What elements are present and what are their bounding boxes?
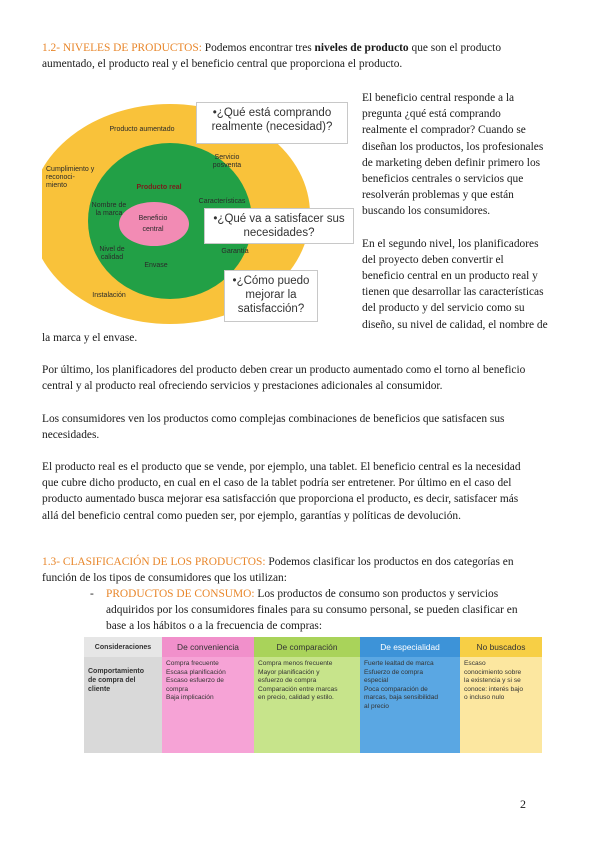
consumer-products-table <box>84 637 542 753</box>
section-2-heading: 1.3- CLASIFICACIÓN DE LOS PRODUCTOS: <box>42 556 266 568</box>
table-row <box>84 657 542 753</box>
label-cumplimiento: Cumplimiento y reconoci- miento <box>46 166 95 189</box>
header-no-buscados: No buscados <box>460 637 542 657</box>
callout-question-2: •¿Qué va a satisfacer sus necesidades? <box>204 208 354 244</box>
paragraph-ejemplo-tablet: El producto real es el producto que se vende, por ejemplo, una tablet. El beneficio central es la necesidad que cubre dicho producto, en cual en el caso de la tablet podría ser entretener. Por último en el caso del producto aumentado busca mejorar esa satisfacción que proporciona el producto, es decir, satisfacer más allá del beneficio central como pueden ser, por ejemplo, garantías y políticas de devolución. <box>42 461 521 522</box>
label-nombre: Nombre de la marca <box>91 202 127 217</box>
cell-comparacion: Compra menos frecuente Mayor planificación y esfuerzo de compra Comparación entre marcas en precio, calidad y estilo. <box>254 657 360 753</box>
header-conveniencia: De conveniencia <box>162 637 254 657</box>
label-calidad: Nivel de calidad <box>99 246 125 261</box>
page-number: 2 <box>520 797 526 811</box>
cell-especialidad: Fuerte lealtad de marca Esfuerzo de compra especial Poca comparación de marcas, baja sensibilidad al precio <box>360 657 460 753</box>
paragraph-segundo-nivel: En el segundo nivel, los planificadores del proyecto deben convertir el beneficio central en un producto real y tienen que desarrollar las características del producto y del servicio como su diseño, su nivel de calidad, el nombre de <box>362 237 548 331</box>
table-header-row <box>84 637 542 657</box>
row-label: Comportamiento de compra del cliente <box>84 657 162 753</box>
section-2-intro: 1.3- CLASIFICACIÓN DE LOS PRODUCTOS: Podemos clasificar los productos en dos categorías en función de los tipos de consumidores que los utilizan: <box>42 556 514 585</box>
section-1-heading: 1.2- NIVELES DE PRODUCTOS: <box>42 42 202 54</box>
header-comparacion: De comparación <box>254 637 360 657</box>
paragraph-producto-aumentado: Por último, los planificadores del producto deben crear un producto aumentado como el torno al beneficio central y al producto real ofreciendo servicios y prestaciones adicionales al consumidor. <box>42 364 526 393</box>
label-servicio: Servicio posventa <box>212 154 242 169</box>
bullet-productos-consumo: PRODUCTOS DE CONSUMO: Los productos de consumo son productos y servicios adquiridos por los consumidores finales para su consumo personal, se pueden clasificar en base a los hábitos o a la frecuencia de compras: <box>106 588 518 633</box>
cell-conveniencia: Compra frecuente Escasa planificación Escaso esfuerzo de compra Baja implicación <box>162 657 254 753</box>
header-especialidad: De especialidad <box>360 637 460 657</box>
bullet-dash: - <box>90 588 94 600</box>
callout-question-1: •¿Qué está comprando realmente (necesidad)? <box>196 102 348 144</box>
header-consideraciones: Consideraciones <box>84 637 162 657</box>
callout-question-3: •¿Cómo puedo mejorar la satisfacción? <box>224 270 318 322</box>
cell-no-buscados: Escaso conocimiento sobre la existencia y si se conoce: interés bajo o incluso nulo <box>460 657 542 753</box>
right-column-text <box>362 90 562 333</box>
paragraph-beneficio-central: El beneficio central responde a la pregunta ¿qué está comprando realmente el comprador? Cuando se diseñan los productos, los profesionales de marketing deben definir primero los beneficios centrales o servicios que resolverán problemas y que están buscando los consumidores. <box>362 92 544 218</box>
product-levels-diagram: Producto aumentado Producto real Beneficio central Cumplimiento y reconoci- miento Servicio posventa Características Nombre de la marca Nivel de calidad Envase Garantía Instalación •¿Qué está comprando realmente (necesidad)? •¿Qué va a satisfacer sus necesidades? •¿Cómo puedo mejorar la satisfacción? <box>42 96 358 326</box>
section-1-intro: 1.2- NIVELES DE PRODUCTOS: Podemos encontrar tres niveles de producto que son el producto aumentado, el producto real y el beneficio central que proporciona el producto. <box>42 42 502 71</box>
paragraph-tail: la marca y el envase. <box>42 332 138 344</box>
paragraph-consumidores: Los consumidores ven los productos como complejas combinaciones de beneficios que satisfacen sus necesidades. <box>42 413 505 442</box>
